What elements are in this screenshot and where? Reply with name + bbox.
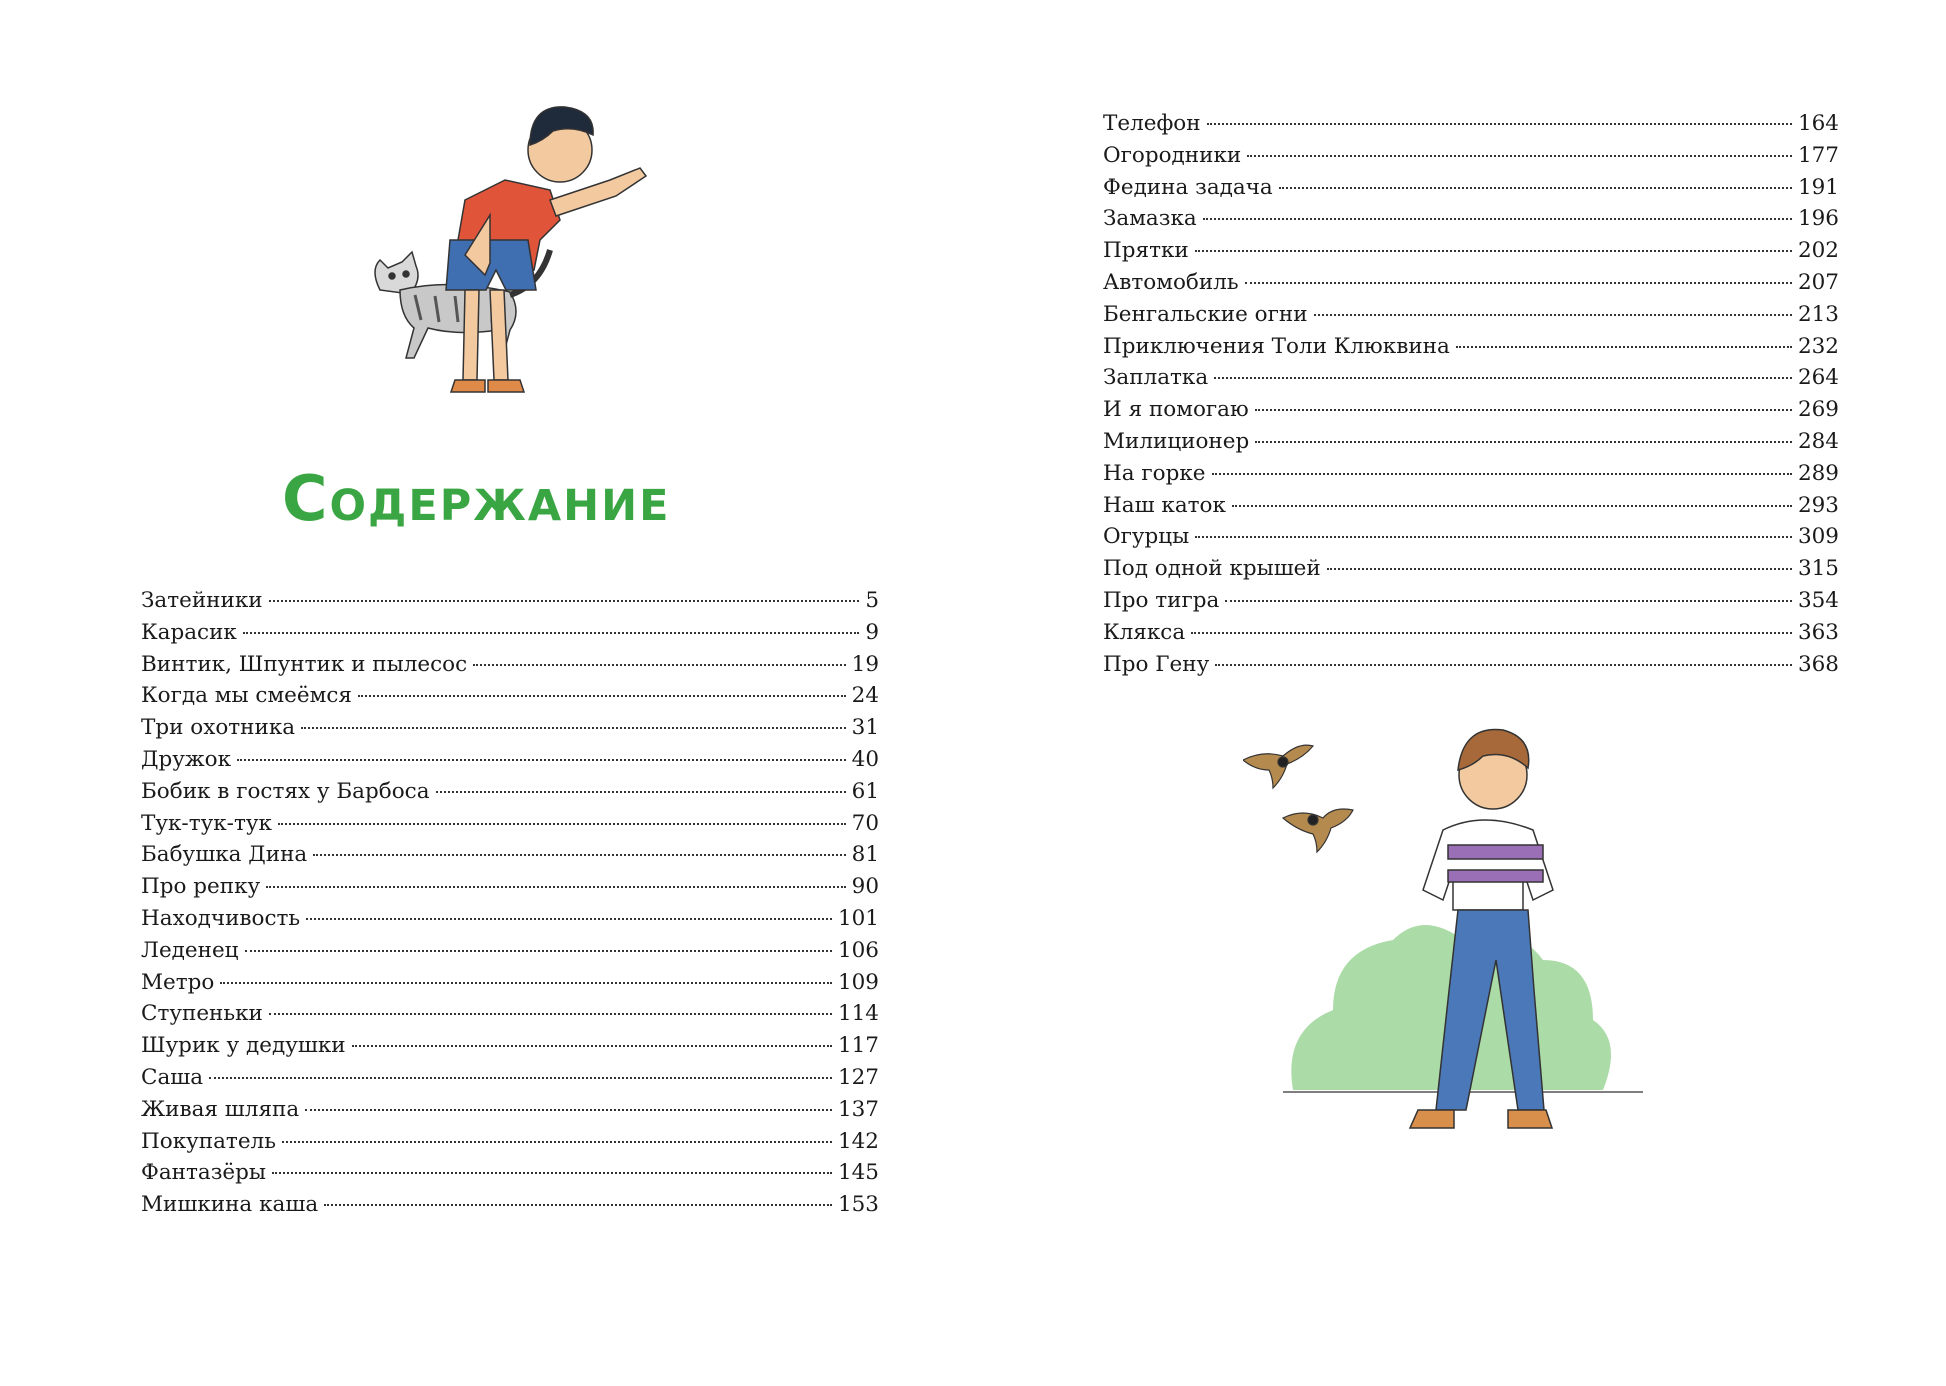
dot-leader bbox=[272, 1172, 832, 1174]
toc-entry[interactable] bbox=[1103, 172, 1839, 204]
entry-title: Шурик у дедушки bbox=[141, 1033, 346, 1059]
toc-entry[interactable] bbox=[1103, 649, 1839, 681]
toc-entry[interactable] bbox=[141, 712, 879, 744]
toc-right-column bbox=[1103, 108, 1839, 680]
dot-leader bbox=[1195, 536, 1792, 538]
entry-title: Затейники bbox=[141, 588, 263, 613]
dot-leader bbox=[237, 759, 846, 761]
entry-page: 142 bbox=[837, 1128, 879, 1154]
entry-page: 177 bbox=[1797, 142, 1839, 168]
dot-leader bbox=[278, 823, 846, 825]
dot-leader bbox=[301, 727, 846, 729]
entry-title: Под одной крышей bbox=[1103, 556, 1321, 582]
entry-title: Саша bbox=[141, 1064, 204, 1090]
entry-page: 81 bbox=[851, 842, 879, 868]
toc-left-column bbox=[141, 585, 879, 1221]
dot-leader bbox=[282, 1141, 832, 1143]
toc-entry[interactable] bbox=[1103, 235, 1839, 267]
entry-title: Прятки bbox=[1103, 238, 1189, 264]
entry-title: На горке bbox=[1103, 460, 1206, 486]
dot-leader bbox=[1195, 250, 1792, 252]
entry-page: 31 bbox=[851, 715, 879, 741]
entry-title: Клякса bbox=[1103, 619, 1186, 645]
entry-title: Огурцы bbox=[1103, 524, 1190, 550]
entry-page: 354 bbox=[1797, 587, 1839, 613]
dot-leader bbox=[306, 918, 832, 920]
entry-page: 127 bbox=[837, 1064, 879, 1090]
entry-title: Телефон bbox=[1103, 111, 1201, 136]
entry-title: Про репку bbox=[141, 874, 261, 900]
entry-page: 101 bbox=[837, 905, 879, 931]
entry-title: Огородники bbox=[1103, 142, 1242, 168]
entry-page: 145 bbox=[837, 1160, 879, 1186]
dot-leader bbox=[436, 791, 846, 793]
entry-page: 293 bbox=[1797, 492, 1839, 518]
entry-page: 5 bbox=[865, 588, 879, 613]
entry-page: 269 bbox=[1797, 397, 1839, 423]
entry-page: 207 bbox=[1797, 269, 1839, 295]
dot-leader bbox=[324, 1204, 832, 1206]
entry-page: 363 bbox=[1797, 619, 1839, 645]
dot-leader bbox=[352, 1045, 832, 1047]
toc-entry[interactable] bbox=[141, 776, 879, 808]
toc-entry[interactable] bbox=[1103, 490, 1839, 522]
entry-page: 9 bbox=[865, 619, 879, 645]
entry-title: Милиционер bbox=[1103, 428, 1250, 454]
dot-leader bbox=[1255, 441, 1792, 443]
entry-page: 153 bbox=[837, 1192, 879, 1218]
boy-with-cat-illustration bbox=[340, 90, 680, 435]
entry-title: Дружок bbox=[141, 746, 232, 772]
entry-page: 232 bbox=[1797, 333, 1839, 359]
toc-entry[interactable] bbox=[141, 1157, 879, 1189]
dot-leader bbox=[1225, 600, 1792, 602]
toc-entry[interactable] bbox=[141, 1126, 879, 1158]
entry-page: 106 bbox=[837, 937, 879, 963]
toc-entry[interactable] bbox=[1103, 458, 1839, 490]
boy-icon bbox=[446, 107, 646, 392]
dot-leader bbox=[1207, 123, 1792, 125]
dot-leader bbox=[313, 854, 845, 856]
dot-leader bbox=[1232, 505, 1792, 507]
entry-title: Покупатель bbox=[141, 1128, 276, 1154]
entry-page: 24 bbox=[851, 683, 879, 709]
dot-leader bbox=[1203, 218, 1792, 220]
toc-entry[interactable] bbox=[1103, 617, 1839, 649]
toc-entry[interactable] bbox=[1103, 394, 1839, 426]
toc-entry[interactable] bbox=[141, 649, 879, 681]
entry-page: 213 bbox=[1797, 301, 1839, 327]
toc-entry[interactable] bbox=[1103, 331, 1839, 363]
dot-leader bbox=[1214, 377, 1792, 379]
dot-leader bbox=[220, 982, 832, 984]
toc-entry[interactable] bbox=[1103, 140, 1839, 172]
entry-page: 90 bbox=[851, 874, 879, 900]
entry-title: Карасик bbox=[141, 619, 237, 645]
toc-entry[interactable] bbox=[141, 1062, 879, 1094]
toc-entry[interactable] bbox=[141, 585, 879, 617]
dot-leader bbox=[1314, 314, 1792, 316]
entry-page: 289 bbox=[1797, 460, 1839, 486]
dot-leader bbox=[209, 1077, 832, 1079]
toc-entry[interactable] bbox=[1103, 585, 1839, 617]
toc-entry[interactable] bbox=[1103, 267, 1839, 299]
entry-title: Винтик, Шпунтик и пылесос bbox=[141, 651, 468, 677]
toc-entry[interactable] bbox=[141, 998, 879, 1030]
entry-page: 264 bbox=[1797, 365, 1839, 391]
entry-page: 40 bbox=[851, 746, 879, 772]
entry-page: 315 bbox=[1797, 556, 1839, 582]
entry-page: 202 bbox=[1797, 238, 1839, 264]
toc-entry[interactable] bbox=[141, 808, 879, 840]
right-page bbox=[973, 0, 1946, 1386]
entry-title: Заплатка bbox=[1103, 365, 1209, 391]
entry-page: 284 bbox=[1797, 428, 1839, 454]
entry-title: Приключения Толи Клюквина bbox=[1103, 333, 1450, 359]
toc-entry[interactable] bbox=[141, 839, 879, 871]
dot-leader bbox=[1212, 473, 1792, 475]
dot-leader bbox=[1327, 568, 1792, 570]
entry-page: 114 bbox=[837, 1001, 879, 1027]
entry-title: Бабушка Дина bbox=[141, 842, 308, 868]
entry-title: Бенгальские огни bbox=[1103, 301, 1308, 327]
dot-leader bbox=[243, 632, 859, 634]
dot-leader bbox=[473, 664, 845, 666]
entry-title: И я помогаю bbox=[1103, 397, 1249, 423]
toc-entry[interactable] bbox=[141, 935, 879, 967]
dot-leader bbox=[269, 600, 860, 602]
dot-leader bbox=[266, 886, 845, 888]
entry-page: 164 bbox=[1797, 111, 1839, 136]
entry-title: Когда мы смеёмся bbox=[141, 683, 352, 709]
dot-leader bbox=[305, 1109, 832, 1111]
toc-entry[interactable] bbox=[141, 967, 879, 999]
entry-title: Находчивость bbox=[141, 905, 301, 931]
entry-page: 109 bbox=[837, 969, 879, 995]
entry-page: 70 bbox=[851, 810, 879, 836]
sparrow-icon bbox=[1283, 809, 1353, 852]
entry-title: Замазка bbox=[1103, 206, 1197, 232]
boy-walking-illustration bbox=[1243, 720, 1663, 1170]
entry-title: Про Гену bbox=[1103, 651, 1210, 677]
entry-page: 368 bbox=[1797, 651, 1839, 677]
entry-title: Федина задача bbox=[1103, 174, 1273, 200]
contents-heading: Содержание bbox=[282, 462, 671, 535]
toc-entry[interactable] bbox=[141, 1030, 879, 1062]
dot-leader bbox=[1191, 632, 1792, 634]
entry-page: 309 bbox=[1797, 524, 1839, 550]
dot-leader bbox=[1279, 187, 1792, 189]
dot-leader bbox=[1255, 409, 1792, 411]
toc-entry[interactable] bbox=[1103, 362, 1839, 394]
toc-entry[interactable] bbox=[1103, 108, 1839, 140]
toc-entry[interactable] bbox=[141, 617, 879, 649]
dot-leader bbox=[1456, 346, 1792, 348]
dot-leader bbox=[245, 950, 832, 952]
entry-title: Три охотника bbox=[141, 715, 296, 741]
entry-title: Бобик в гостях у Барбоса bbox=[141, 778, 430, 804]
toc-entry[interactable] bbox=[141, 1189, 879, 1221]
toc-entry[interactable] bbox=[141, 744, 879, 776]
toc-entry[interactable] bbox=[1103, 553, 1839, 585]
entry-title: Ступеньки bbox=[141, 1001, 263, 1027]
toc-entry[interactable] bbox=[1103, 299, 1839, 331]
toc-entry[interactable] bbox=[141, 871, 879, 903]
toc-entry[interactable] bbox=[141, 1094, 879, 1126]
dot-leader bbox=[358, 695, 846, 697]
entry-title: Автомобиль bbox=[1103, 269, 1239, 295]
entry-page: 117 bbox=[837, 1033, 879, 1059]
entry-title: Фантазёры bbox=[141, 1160, 267, 1186]
entry-page: 61 bbox=[851, 778, 879, 804]
toc-entry[interactable] bbox=[141, 903, 879, 935]
entry-title: Наш каток bbox=[1103, 492, 1226, 518]
entry-title: Тук-тук-тук bbox=[141, 810, 272, 836]
toc-entry[interactable] bbox=[1103, 426, 1839, 458]
toc-entry[interactable] bbox=[141, 680, 879, 712]
dot-leader bbox=[1247, 155, 1792, 157]
dot-leader bbox=[269, 1013, 832, 1015]
entry-page: 196 bbox=[1797, 206, 1839, 232]
entry-title: Мишкина каша bbox=[141, 1192, 319, 1218]
toc-entry[interactable] bbox=[1103, 203, 1839, 235]
entry-page: 19 bbox=[851, 651, 879, 677]
dot-leader bbox=[1245, 282, 1792, 284]
entry-title: Про тигра bbox=[1103, 587, 1220, 613]
entry-title: Метро bbox=[141, 969, 215, 995]
dot-leader bbox=[1215, 664, 1792, 666]
entry-page: 191 bbox=[1797, 174, 1839, 200]
entry-page: 137 bbox=[837, 1096, 879, 1122]
entry-title: Живая шляпа bbox=[141, 1096, 300, 1122]
toc-entry[interactable] bbox=[1103, 521, 1839, 553]
entry-title: Леденец bbox=[141, 937, 239, 963]
sparrow-icon bbox=[1243, 745, 1313, 788]
